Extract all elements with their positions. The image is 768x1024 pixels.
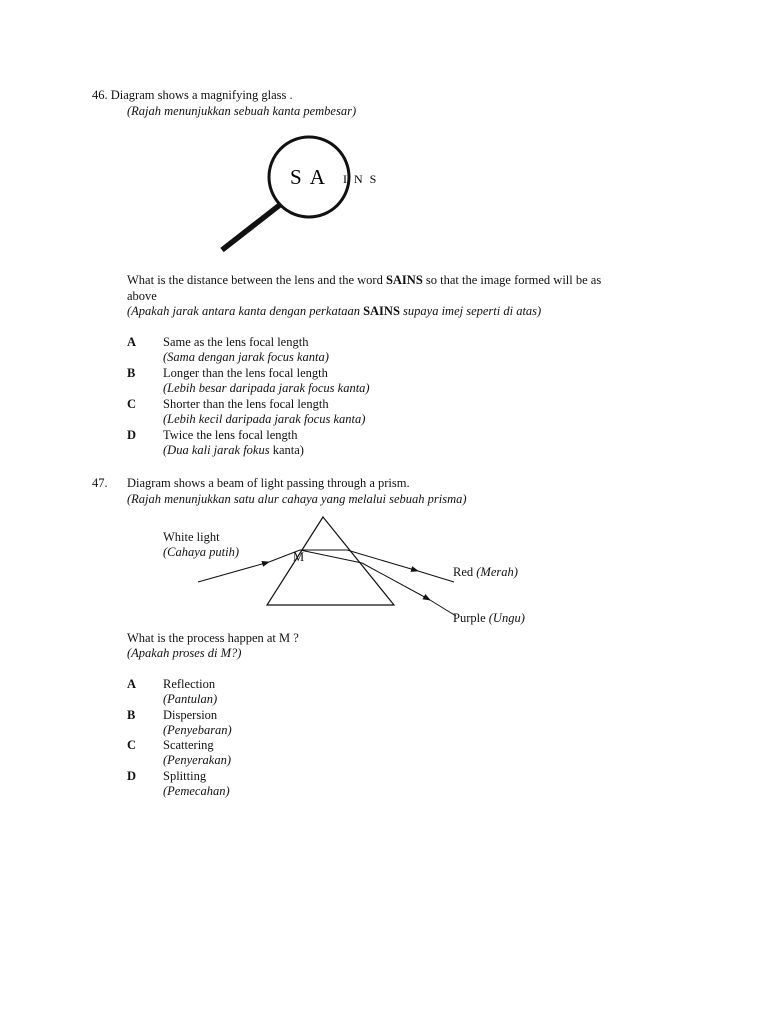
option-text: Shorter than the lens focal length	[163, 397, 329, 411]
option-text: Dispersion	[163, 708, 218, 722]
option-text-ms: (Sama dengan jarak focus kanta)	[163, 350, 329, 364]
option-text: Longer than the lens focal length	[163, 366, 328, 380]
option-text: Splitting	[163, 769, 207, 783]
option-letter: A	[127, 335, 137, 349]
option-letter: D	[127, 428, 137, 442]
q47-stem-ms: (Rajah menunjukkan satu alur cahaya yang melalui sebuah prisma)	[127, 492, 467, 506]
option-text: Reflection	[163, 677, 216, 691]
option-text-ms: (Penyerakan)	[163, 753, 232, 767]
q46-question-ms-post: supaya imej seperti di atas)	[399, 304, 542, 318]
q46-number: 46.	[92, 88, 108, 102]
option-text-ms: (Pemecahan)	[163, 784, 230, 798]
unmagnified-letters: I N S	[343, 172, 379, 186]
option-text: Twice the lens focal length	[163, 428, 298, 442]
option-text-ms: (Penyebaran)	[163, 723, 232, 737]
q46-question-ms-bold: SAINS	[363, 304, 400, 318]
purple-label-ms: (Ungu)	[488, 611, 525, 625]
option-text: Scattering	[163, 738, 214, 752]
q47-number: 47.	[92, 476, 108, 490]
option-text: Same as the lens focal length	[163, 335, 309, 349]
option-text-ms-italic: (Dua kali jarak fokus	[163, 443, 270, 457]
option-letter: B	[127, 708, 136, 722]
option-letter: C	[127, 738, 137, 752]
white-light-label: White light	[163, 530, 220, 544]
q46-question-post: so that the image formed will be as	[422, 273, 602, 287]
q47-question-ms: (Apakah proses di M?)	[127, 646, 242, 660]
q46-question-line2: above	[127, 289, 157, 303]
purple-label-en: Purple	[453, 611, 489, 625]
q47-stem: Diagram shows a beam of light passing through a prism.	[127, 476, 410, 490]
q46-stem: Diagram shows a magnifying glass .	[110, 88, 293, 102]
white-light-label-ms: (Cahaya putih)	[163, 545, 240, 559]
q46-question-ms-pre: (Apakah jarak antara kanta dengan perkataan	[127, 304, 364, 318]
red-label-en: Red	[453, 565, 477, 579]
purple-ray	[362, 563, 430, 600]
magnified-letters: S A	[290, 165, 327, 189]
purple-label	[453, 611, 525, 626]
option-letter: B	[127, 366, 136, 380]
option-text-ms: (Pantulan)	[163, 692, 218, 706]
q46-question-pre: What is the distance between the lens and the word	[127, 273, 386, 287]
red-label-ms: (Merah)	[476, 565, 518, 579]
option-letter: C	[127, 397, 137, 411]
option-letter: A	[127, 677, 137, 691]
option-text-ms-plain: kanta)	[269, 443, 304, 457]
point-m-label: M	[293, 550, 305, 564]
red-label	[453, 565, 518, 580]
option-text-ms: (Lebih kecil daripada jarak focus kanta)	[163, 412, 366, 426]
red-ray-continued	[418, 571, 454, 582]
option-letter: D	[127, 769, 137, 783]
incident-ray	[198, 562, 269, 582]
option-text-ms: (Lebih besar daripada jarak focus kanta)	[163, 381, 370, 395]
q46-stem-ms: (Rajah menunjukkan sebuah kanta pembesar)	[127, 104, 357, 118]
prism-triangle	[267, 517, 394, 605]
q46-question-bold: SAINS	[385, 273, 423, 287]
q47-question: What is the process happen at M ?	[127, 631, 299, 645]
